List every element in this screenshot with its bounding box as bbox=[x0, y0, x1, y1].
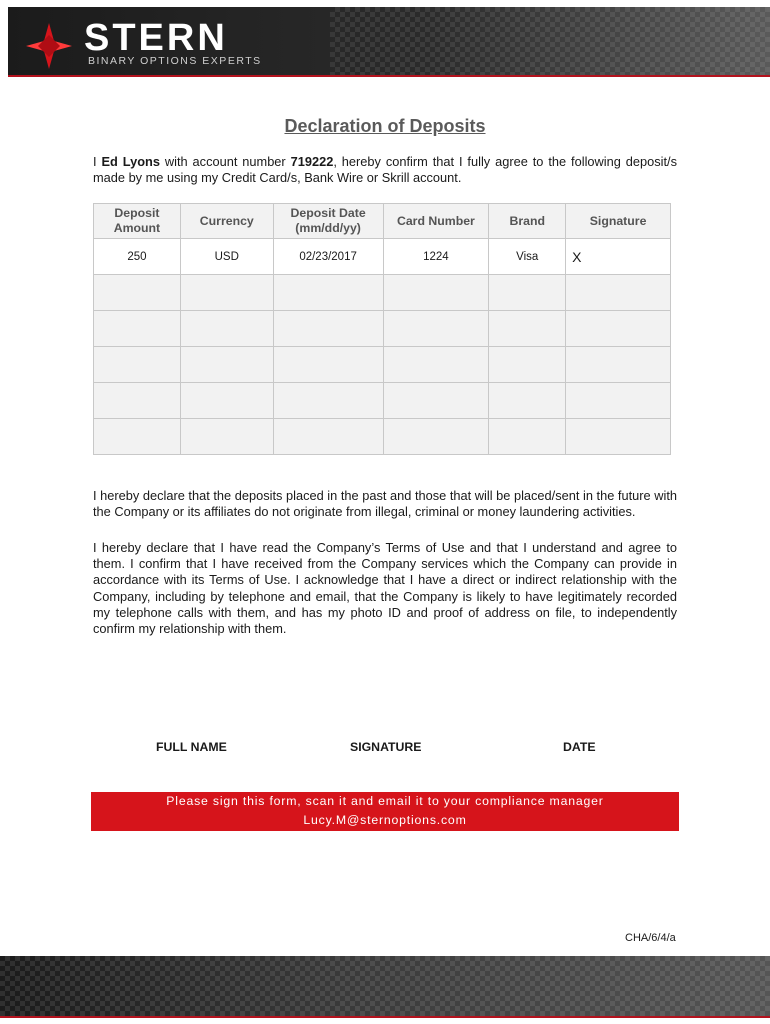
empty-cell[interactable] bbox=[273, 311, 383, 347]
header-deposit-date bbox=[273, 204, 383, 239]
empty-cell[interactable] bbox=[94, 383, 181, 419]
notice-text: Please sign this form, scan it and email it to your compliance manager bbox=[166, 794, 604, 808]
account-number: 719222 bbox=[290, 154, 334, 169]
header-amount-line2: Amount bbox=[113, 221, 161, 235]
intro-suffix: , hereby confirm that I fully agree to the following deposit/s made by me using my Credit Card/s, Bank Wire or Skrill account. bbox=[93, 154, 677, 185]
empty-cell[interactable] bbox=[489, 311, 566, 347]
intro-prefix: I bbox=[93, 154, 102, 169]
empty-cell[interactable] bbox=[566, 383, 671, 419]
empty-cell[interactable] bbox=[273, 275, 383, 311]
intro-mid: with account number bbox=[159, 154, 291, 169]
intro-paragraph bbox=[93, 154, 677, 186]
empty-cell[interactable] bbox=[566, 419, 671, 455]
empty-cell[interactable] bbox=[489, 275, 566, 311]
table-row bbox=[94, 311, 671, 347]
header-amount-line1: Deposit bbox=[114, 206, 160, 220]
empty-cell[interactable] bbox=[383, 311, 489, 347]
header-date-line2: (mm/dd/yy) bbox=[295, 221, 361, 235]
empty-cell[interactable] bbox=[383, 347, 489, 383]
empty-cell[interactable] bbox=[180, 347, 273, 383]
header-deposit-amount bbox=[94, 204, 181, 239]
client-name: Ed Lyons bbox=[101, 154, 160, 169]
document-code: CHA/6/4/a bbox=[625, 932, 676, 944]
empty-cell[interactable] bbox=[94, 347, 181, 383]
cell-currency[interactable]: USD bbox=[180, 239, 273, 275]
brand-name: STERN bbox=[84, 17, 228, 59]
brand-tagline: BINARY OPTIONS EXPERTS bbox=[88, 55, 262, 67]
table-row bbox=[94, 347, 671, 383]
empty-cell[interactable] bbox=[180, 419, 273, 455]
empty-cell[interactable] bbox=[180, 275, 273, 311]
empty-cell[interactable] bbox=[383, 275, 489, 311]
cell-signature[interactable]: X bbox=[566, 239, 671, 275]
empty-cell[interactable] bbox=[273, 419, 383, 455]
date-label: DATE bbox=[563, 740, 596, 754]
empty-cell[interactable] bbox=[489, 419, 566, 455]
empty-cell[interactable] bbox=[383, 383, 489, 419]
empty-cell[interactable] bbox=[94, 311, 181, 347]
header-signature: Signature bbox=[566, 204, 671, 239]
footer-banner bbox=[0, 956, 770, 1018]
empty-cell[interactable] bbox=[180, 383, 273, 419]
table-header-row bbox=[94, 204, 671, 239]
empty-cell[interactable] bbox=[94, 419, 181, 455]
stern-logo-icon bbox=[24, 21, 74, 71]
header-brand: Brand bbox=[489, 204, 566, 239]
compliance-notice bbox=[91, 792, 679, 831]
header-date-line1: Deposit Date bbox=[290, 206, 366, 220]
footer-red-line bbox=[0, 1016, 770, 1018]
deposits-table bbox=[93, 203, 671, 455]
header-pattern bbox=[330, 7, 770, 77]
empty-cell[interactable] bbox=[273, 383, 383, 419]
empty-cell[interactable] bbox=[489, 383, 566, 419]
header-banner bbox=[8, 7, 770, 77]
cell-amount[interactable]: 250 bbox=[94, 239, 181, 275]
declaration-terms: I hereby declare that I have read the Company’s Terms of Use and that I understand and agree to them. I confirm that I have received from the Company services which the Company can provide in accordance with its Terms of Use. I acknowledge that I have a direct or indirect relationship with the Company, including by telephone and email, that the Company is likely to have legitimately recorded my telephone calls with them, and has my photo ID and proof of address on file, to independently confirm my relationship with them. bbox=[93, 540, 677, 637]
empty-cell[interactable] bbox=[566, 347, 671, 383]
page-title: Declaration of Deposits bbox=[284, 116, 486, 136]
header-currency: Currency bbox=[180, 204, 273, 239]
empty-cell[interactable] bbox=[94, 275, 181, 311]
cell-date[interactable]: 02/23/2017 bbox=[273, 239, 383, 275]
empty-cell[interactable] bbox=[180, 311, 273, 347]
empty-cell[interactable] bbox=[273, 347, 383, 383]
empty-cell[interactable] bbox=[383, 419, 489, 455]
signature-label: SIGNATURE bbox=[350, 740, 422, 754]
full-name-label: FULL NAME bbox=[156, 740, 227, 754]
table-row bbox=[94, 239, 671, 275]
table-row bbox=[94, 383, 671, 419]
compliance-email[interactable]: Lucy.M@sternoptions.com bbox=[303, 813, 467, 827]
empty-cell[interactable] bbox=[566, 311, 671, 347]
declaration-origin: I hereby declare that the deposits placed in the past and those that will be placed/sent in the future with the Company or its affiliates do not originate from illegal, criminal or money laundering activities. bbox=[93, 488, 677, 520]
cell-card-number[interactable]: 1224 bbox=[383, 239, 489, 275]
table-row bbox=[94, 419, 671, 455]
empty-cell[interactable] bbox=[489, 347, 566, 383]
table-row bbox=[94, 275, 671, 311]
header-card-number: Card Number bbox=[383, 204, 489, 239]
header-red-line bbox=[8, 75, 770, 77]
empty-cell[interactable] bbox=[566, 275, 671, 311]
cell-brand[interactable]: Visa bbox=[489, 239, 566, 275]
footer-pattern bbox=[0, 956, 770, 1018]
